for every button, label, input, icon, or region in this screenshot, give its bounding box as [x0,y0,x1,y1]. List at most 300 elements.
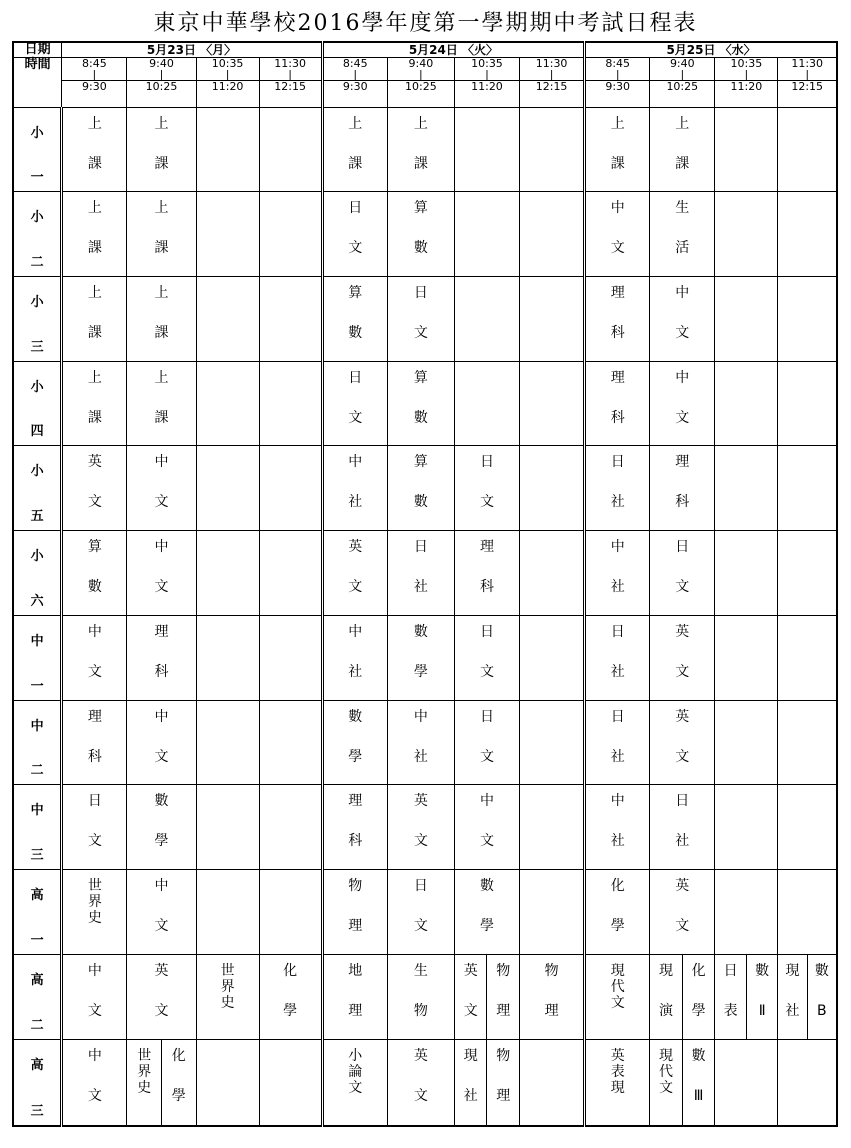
schedule-cell [454,531,519,616]
subject [650,616,714,700]
subject-char: 上 [675,115,690,132]
schedule-cell [715,531,778,616]
schedule-cell [259,446,322,531]
time-start: 10:35 [730,57,763,71]
subject-char: 文 [675,663,690,680]
subject [324,531,387,615]
subject [455,955,487,1039]
schedule-cell [259,531,322,616]
schedule-cell [62,954,127,1039]
subject-char: 英 [413,1047,428,1064]
subject [650,108,714,192]
subject-char: 社 [610,833,625,850]
subject-char: 英 [413,793,428,810]
subject [650,277,714,361]
subject [127,701,195,785]
subject-char: 理 [348,1002,363,1019]
subject-char: 日 [479,708,494,725]
subject-char: 文 [154,1002,169,1019]
time-slot [715,58,778,107]
schedule-cell [322,954,387,1039]
subject-char: 算 [413,454,428,471]
time-start: 11:30 [274,57,306,71]
schedule-cell [520,785,585,870]
subject-char: 界 [137,1063,152,1080]
schedule-cell [650,615,715,700]
schedule-cell [650,700,715,785]
subject [807,955,836,1039]
subject-char: 英 [610,1047,625,1064]
subject [127,616,195,700]
subject-char: 英 [154,962,169,979]
schedule-cell [454,192,519,277]
subject [127,277,195,361]
subject-char: 中 [87,623,102,640]
subject-char: 生 [413,962,428,979]
subject-char: 文 [479,494,494,511]
subject-char: 社 [348,494,363,511]
time-end: 11:20 [197,80,259,93]
schedule-cell [127,700,196,785]
schedule-cell [778,1039,837,1126]
schedule-cell [454,446,519,531]
subject-char: 文 [154,579,169,596]
subject [127,192,195,276]
subject-char: 英 [675,878,690,895]
schedule-cell [520,446,585,531]
subject-char: 日 [348,369,363,386]
schedule-cell [196,1039,259,1126]
subject-char: 社 [413,579,428,596]
schedule-cell [322,700,387,785]
time-slot [196,58,259,107]
subject [778,955,806,1039]
schedule-cell [715,615,778,700]
schedule-cell [520,1039,585,1126]
subject [324,785,387,869]
subject-char: 日 [675,793,690,810]
grade-label-char: 三 [30,1104,44,1119]
schedule-cell [127,785,196,870]
schedule-cell [454,954,519,1039]
schedule-cell [322,1039,387,1126]
schedule-cell [454,700,519,785]
subject-char: 英 [675,708,690,725]
subject [455,701,519,785]
schedule-cell [62,700,127,785]
subject-char: 數 [479,878,494,895]
subject [388,446,454,530]
subject [324,1040,387,1125]
time-start: 9:40 [149,57,174,71]
subject-char: 世 [220,962,235,979]
schedule-cell [387,954,454,1039]
time-start: 8:45 [605,57,631,71]
subject-char: 英 [87,454,102,471]
grade-label-char: 小 [30,125,44,141]
subject-char: 文 [675,918,690,935]
schedule-cell [196,107,259,192]
schedule-cell [387,446,454,531]
subject-char: 日 [610,454,625,471]
subject-char: 數 [413,409,428,426]
schedule-cell [585,361,650,446]
grade-row [13,192,837,277]
schedule-cell [127,107,196,192]
subject-char: 課 [348,155,363,172]
subject-char: 中 [348,623,363,640]
subject [63,955,126,1039]
schedule-cell [778,615,837,700]
grade-label-char: 高 [30,1057,44,1073]
subject-char: 文 [675,748,690,765]
subject-char: 課 [154,240,169,257]
subject-char: 社 [348,663,363,680]
schedule-cell [322,531,387,616]
subject-char: 文 [413,325,428,342]
schedule-cell [454,1039,519,1126]
grade-label-char: 小 [30,549,44,565]
time-header-row [13,58,837,107]
subject-char: 現 [610,1079,625,1096]
subject-char: 上 [348,115,363,132]
schedule-cell [520,615,585,700]
grade-row [13,531,837,616]
grade-label-char: 高 [30,888,44,904]
schedule-cell [650,277,715,362]
schedule-cell [778,954,837,1039]
subject [127,785,195,869]
subject-char: 化 [691,962,706,979]
subject-char: 課 [413,155,428,172]
time-start: 11:30 [535,57,568,71]
grade-label-char: 一 [30,932,44,948]
subject [586,870,649,954]
grade-label-char: 高 [30,972,44,988]
subject [455,785,519,869]
schedule-cell [387,531,454,616]
subject [715,955,746,1039]
subject-char: 英 [463,962,478,979]
time-start: 10:35 [211,57,244,71]
schedule-cell [454,785,519,870]
subject-char: 物 [496,962,511,979]
grade-row [13,785,837,870]
schedule-cell [127,446,196,531]
subject-char: 算 [348,285,363,302]
subject-char: 文 [348,579,363,596]
schedule-cell [196,870,259,955]
subject-char: 理 [496,1087,511,1104]
subject-char: 數 [87,579,102,596]
grade-row [13,277,837,362]
time-slot [387,58,454,107]
day-header-3: 5月25日 〈水〉 [585,42,837,58]
subject-char: 物 [413,1002,428,1019]
time-end: 9:30 [324,80,387,93]
time-tick: | [288,68,293,82]
grade-label-char: 小 [30,379,44,395]
schedule-cell [62,531,127,616]
schedule-cell [196,531,259,616]
schedule-cell [585,277,650,362]
subject-char: 文 [479,833,494,850]
schedule-cell [387,192,454,277]
schedule-cell [322,107,387,192]
grade-label-char: 二 [30,1017,44,1033]
subject-char: 日 [610,623,625,640]
subject-char: 學 [691,1002,706,1019]
grade-label-char: 小 [30,210,44,226]
schedule-cell [322,361,387,446]
subject-char: 中 [87,962,102,979]
schedule-cell [520,954,585,1039]
time-end: 10:25 [650,80,714,93]
subject [127,870,195,954]
subject [586,108,649,192]
schedule-cell [127,615,196,700]
subject [63,192,126,276]
schedule-cell [585,446,650,531]
time-start: 10:35 [471,57,503,71]
schedule-cell [322,870,387,955]
time-end: 10:25 [388,80,454,93]
schedule-cell [520,361,585,446]
schedule-cell [196,192,259,277]
schedule-cell [62,277,127,362]
schedule-cell [715,361,778,446]
time-end: 12:15 [520,80,583,93]
schedule-cell [715,107,778,192]
subject-char: 理 [348,793,363,810]
schedule-cell [650,107,715,192]
subject [586,277,649,361]
schedule-cell [650,870,715,955]
subject-char: 小 [348,1047,363,1064]
schedule-cell [196,785,259,870]
grade-label [13,785,62,870]
subject [388,1040,454,1125]
subject [63,277,126,361]
exam-schedule-table [12,41,838,1127]
grade-label [13,107,62,192]
grade-label-char: 一 [30,678,44,694]
subject [324,616,387,700]
subject [260,955,321,1039]
subject-char: 表 [610,1063,625,1080]
schedule-cell [127,192,196,277]
time-tick: | [419,68,423,82]
subject [388,531,454,615]
schedule-cell [259,277,322,362]
time-slot [520,58,585,107]
subject-char: 化 [283,962,298,979]
subject-char: 上 [154,285,169,302]
schedule-cell [127,277,196,362]
time-label: 時間 [13,58,62,107]
subject [324,955,387,1039]
subject [388,870,454,954]
subject [586,616,649,700]
schedule-cell [650,361,715,446]
schedule-cell [778,870,837,955]
schedule-cell [715,954,778,1039]
subject-char: 科 [87,748,102,765]
schedule-cell [62,192,127,277]
subject-char: 上 [154,369,169,386]
schedule-cell [650,954,715,1039]
subject-char: 科 [479,579,494,596]
schedule-cell [127,870,196,955]
schedule-cell [520,531,585,616]
subject-char: 文 [348,1079,363,1096]
schedule-cell [259,785,322,870]
subject [388,785,454,869]
time-slot [454,58,519,107]
subject [127,446,195,530]
subject-char: 理 [87,708,102,725]
subject-char: 理 [544,1002,559,1019]
grade-label [13,531,62,616]
schedule-cell [387,615,454,700]
subject [324,108,387,192]
grade-label-char: 中 [30,633,44,649]
schedule-cell [259,615,322,700]
subject-char: 課 [675,155,690,172]
subject-char: 文 [413,833,428,850]
grade-label [13,615,62,700]
subject-char: 日 [413,878,428,895]
schedule-cell [715,277,778,362]
schedule-cell [387,361,454,446]
schedule-cell [62,785,127,870]
subject-char: 日 [675,539,690,556]
subject-char: Ⅲ [693,1087,704,1104]
subject-char: 算 [87,539,102,556]
subject [586,955,649,1039]
subject [388,192,454,276]
subject-char: 社 [610,579,625,596]
subject-char: 課 [87,409,102,426]
subject [63,701,126,785]
schedule-cell [387,785,454,870]
subject-char: 理 [154,623,169,640]
schedule-cell [778,192,837,277]
grade-row [13,615,837,700]
subject [63,108,126,192]
schedule-cell [585,700,650,785]
subject [455,531,519,615]
subject-char: 文 [154,494,169,511]
subject-char: 上 [87,285,102,302]
schedule-cell [585,192,650,277]
time-tick: | [680,68,685,82]
schedule-cell [454,615,519,700]
grade-label [13,361,62,446]
schedule-cell [322,615,387,700]
subject [455,446,519,530]
subject [650,785,714,869]
subject [197,955,259,1039]
schedule-cell [259,700,322,785]
schedule-cell [778,446,837,531]
subject-char: 算 [413,369,428,386]
subject-char: 理 [610,285,625,302]
subject-char: 學 [154,833,169,850]
schedule-cell [196,615,259,700]
subject-char: 中 [610,539,625,556]
subject-char: 物 [544,962,559,979]
schedule-cell [778,700,837,785]
schedule-cell [322,192,387,277]
subject-char: 代 [659,1063,674,1080]
grade-label [13,700,62,785]
schedule-cell [259,107,322,192]
schedule-cell [650,785,715,870]
schedule-cell [387,1039,454,1126]
subject-char: 日 [610,708,625,725]
grade-row [13,107,837,192]
subject-char: 數 [154,793,169,810]
subject-char: 文 [87,1002,102,1019]
subject-char: 數 [348,708,363,725]
subject-char: 理 [675,454,690,471]
subject-char: 課 [154,409,169,426]
subject-char: 日 [723,962,738,979]
schedule-cell [715,870,778,955]
subject-char: 文 [87,1087,102,1104]
schedule-cell [127,954,196,1039]
subject [324,446,387,530]
subject-char: 日 [479,623,494,640]
subject [586,785,649,869]
schedule-cell [650,192,715,277]
grade-label [13,277,62,362]
schedule-cell [778,531,837,616]
subject-char: 文 [87,833,102,850]
time-end: 10:25 [127,80,195,93]
day-header-1: 5月23日 〈月〉 [62,42,322,58]
subject-char: 文 [610,240,625,257]
grade-label-char: 三 [30,848,44,864]
subject-char: 日 [479,454,494,471]
subject-char: 數 [691,1047,706,1064]
time-slot [127,58,196,107]
subject [324,701,387,785]
subject-char: 社 [610,494,625,511]
schedule-cell [127,1039,196,1126]
schedule-cell [62,870,127,955]
subject [324,870,387,954]
subject [324,192,387,276]
grade-label [13,870,62,955]
subject-char: 文 [87,494,102,511]
subject-char: 理 [348,918,363,935]
grade-label [13,1039,62,1126]
subject [388,108,454,192]
subject [455,870,519,954]
subject-char: 學 [283,1002,298,1019]
subject-char: 上 [610,115,625,132]
subject-char: 文 [610,994,625,1011]
time-slot [62,58,127,107]
time-slot [778,58,837,107]
schedule-cell [585,531,650,616]
schedule-cell [454,277,519,362]
subject-char: 化 [610,878,625,895]
time-tick: | [225,68,230,82]
subject-char: 化 [171,1047,186,1064]
